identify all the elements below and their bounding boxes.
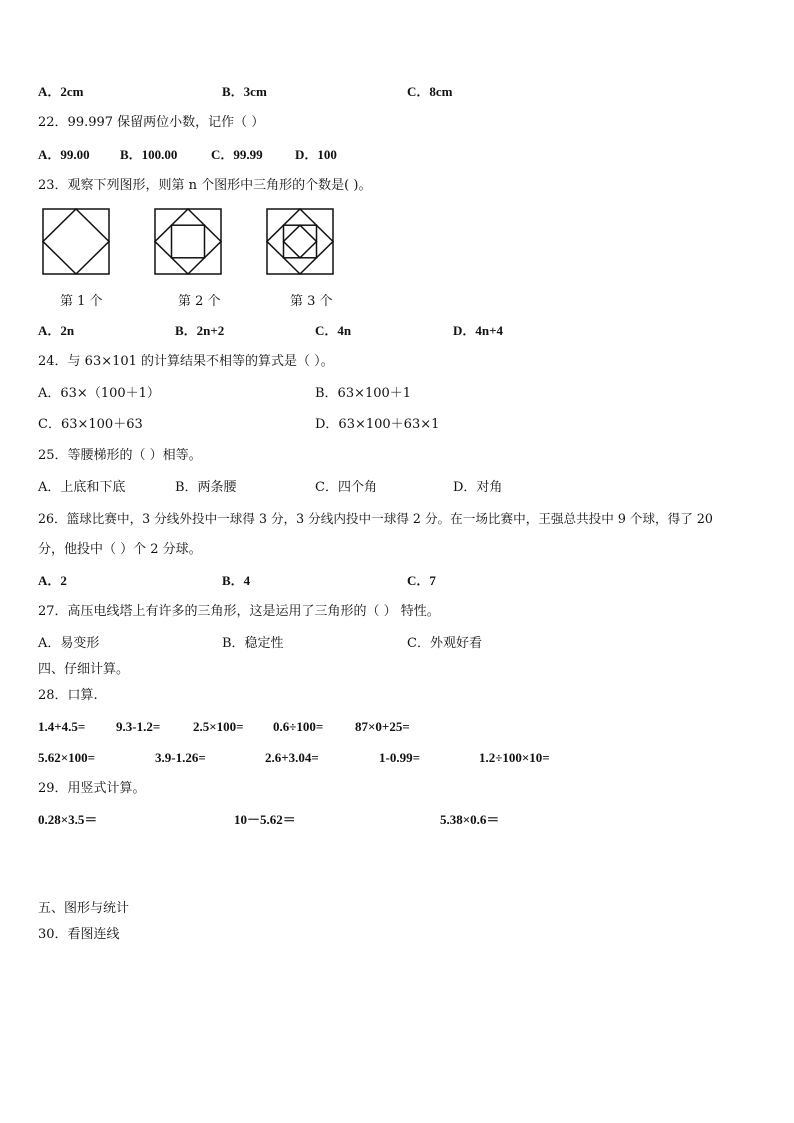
q24-option-a: A．63×（100＋1） xyxy=(38,386,160,401)
q21-option-c: C．8cm xyxy=(407,84,453,99)
q23-option-a: A．2n xyxy=(38,323,75,338)
q24-stem: 24．与 63×101 的计算结果不相等的算式是（ ）。 xyxy=(38,354,334,369)
q29-stem: 29．用竖式计算。 xyxy=(38,781,146,796)
q27-option-a: A．易变形 xyxy=(38,636,100,651)
q21-option-a: A．2cm xyxy=(38,84,84,99)
q26-option-b: B．4 xyxy=(222,573,251,588)
section-4-heading: 四、仔细计算。 xyxy=(38,662,130,677)
q22-option-b: B．100.00 xyxy=(120,147,178,162)
q22-option-d: D．100 xyxy=(295,147,337,162)
q26-option-a: A．2 xyxy=(38,573,67,588)
q26-option-c: C．7 xyxy=(407,573,436,588)
q27-option-b: B．稳定性 xyxy=(222,636,284,651)
q24-option-d: D．63×100＋63×1 xyxy=(315,417,440,432)
q25-stem: 25．等腰梯形的（ ）相等。 xyxy=(38,448,202,463)
q28-stem: 28．口算. xyxy=(38,688,98,703)
figure-2-label: 第 2 个 xyxy=(178,294,221,309)
q22-stem: 22．99.997 保留两位小数，记作（ ） xyxy=(38,115,265,130)
q27-option-c: C．外观好看 xyxy=(407,636,482,651)
figure-1-label: 第 1 个 xyxy=(60,294,103,309)
figure-3-label: 第 3 个 xyxy=(290,294,333,309)
q26-stem-line1: 26．篮球比赛中，3 分线外投中一球得 3 分，3 分线内投中一球得 2 分。在一场比赛中，王强总共投中 9 个球，得了 20 xyxy=(38,511,713,526)
q24-option-c: C．63×100＋63 xyxy=(38,417,143,432)
q23-option-c: C．4n xyxy=(315,323,352,338)
q23-option-b: B．2n+2 xyxy=(175,323,225,338)
q23-stem: 23．观察下列图形，则第 n 个图形中三角形的个数是( )。 xyxy=(38,178,372,193)
q22-option-a: A．99.00 xyxy=(38,147,90,162)
q28-r2-item1: 5.62×100= xyxy=(38,750,96,765)
figure-1 xyxy=(42,208,112,276)
q25-option-a: A．上底和下底 xyxy=(38,480,126,495)
q28-r2-item5: 1.2÷100×10= xyxy=(479,750,550,765)
q23-option-d: D．4n+4 xyxy=(453,323,504,338)
q28-r1-item4: 0.6÷100= xyxy=(273,719,324,734)
q28-r2-item3: 2.6+3.04= xyxy=(265,750,319,765)
figure-2 xyxy=(154,208,224,276)
figure-3 xyxy=(266,208,336,276)
q29-item2: 10－5.62＝ xyxy=(234,812,296,827)
q25-option-d: D．对角 xyxy=(453,480,503,495)
q22-option-c: C．99.99 xyxy=(211,147,263,162)
q25-option-b: B．两条腰 xyxy=(175,480,237,495)
q21-option-b: B．3cm xyxy=(222,84,267,99)
q25-option-c: C．四个角 xyxy=(315,480,377,495)
q24-option-b: B．63×100＋1 xyxy=(315,386,412,401)
q27-stem: 27．高压电线塔上有许多的三角形，这是运用了三角形的（ ） 特性。 xyxy=(38,604,440,619)
q28-r1-item3: 2.5×100= xyxy=(193,719,244,734)
q28-r2-item2: 3.9-1.26= xyxy=(155,750,206,765)
section-5-heading: 五、图形与统计 xyxy=(38,901,130,916)
q28-r1-item5: 87×0+25= xyxy=(355,719,410,734)
q29-item1: 0.28×3.5＝ xyxy=(38,812,98,827)
q26-stem-line2: 分，他投中（ ）个 2 分球。 xyxy=(38,542,202,557)
q28-r1-item2: 9.3-1.2= xyxy=(116,719,161,734)
q29-item3: 5.38×0.6＝ xyxy=(440,812,500,827)
q28-r1-item1: 1.4+4.5= xyxy=(38,719,86,734)
q28-r2-item4: 1-0.99= xyxy=(379,750,420,765)
q30-stem: 30．看图连线 xyxy=(38,927,120,942)
